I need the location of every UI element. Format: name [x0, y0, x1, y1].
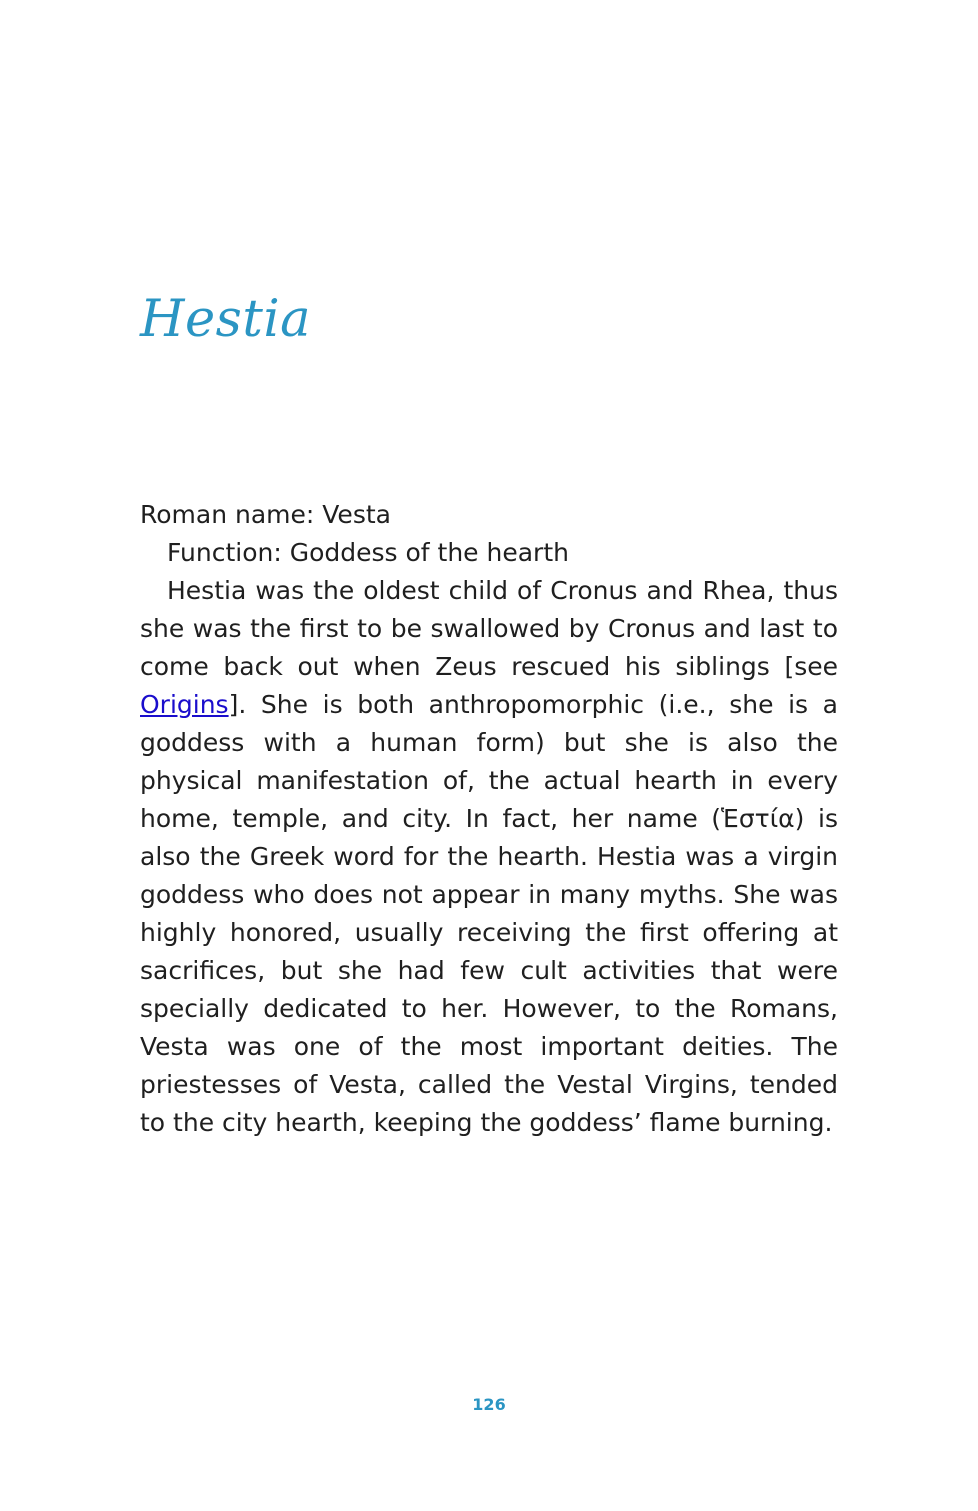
body-text	[140, 496, 838, 1142]
paragraph-text-before-link: Hestia was the oldest child of Cronus and Rhea, thus she was the first to be swallowed by Cronus and last to come back out when Zeus rescued his siblings [see	[140, 576, 838, 681]
roman-name-line: Roman name: Vesta	[140, 500, 391, 529]
origins-link[interactable]: Origins	[140, 690, 229, 719]
main-paragraph	[140, 572, 838, 1142]
chapter-title: Hestia	[140, 290, 312, 349]
function-line: Function: Goddess of the hearth	[167, 538, 569, 567]
page-number: 126	[472, 1395, 506, 1414]
paragraph-text-after-link: ]. She is both anthropomorphic (i.e., she is a goddess with a human form) but she is also the physical manifestation of, the actual hearth in every home, temple, and city. In fact, her name (Ἑστία) is also the Greek word for the hearth. Hestia was a virgin goddess who does not appear in many myths. She was highly honored, usually receiving the first offering at sacrifices, but she had few cult activities that were specially dedicated to her. However, to the Romans, Vesta was one of the most important deities. The priestesses of Vesta, called the Vestal Virgins, tended to the city hearth, keeping the goddess’ flame burning.	[140, 690, 838, 1137]
